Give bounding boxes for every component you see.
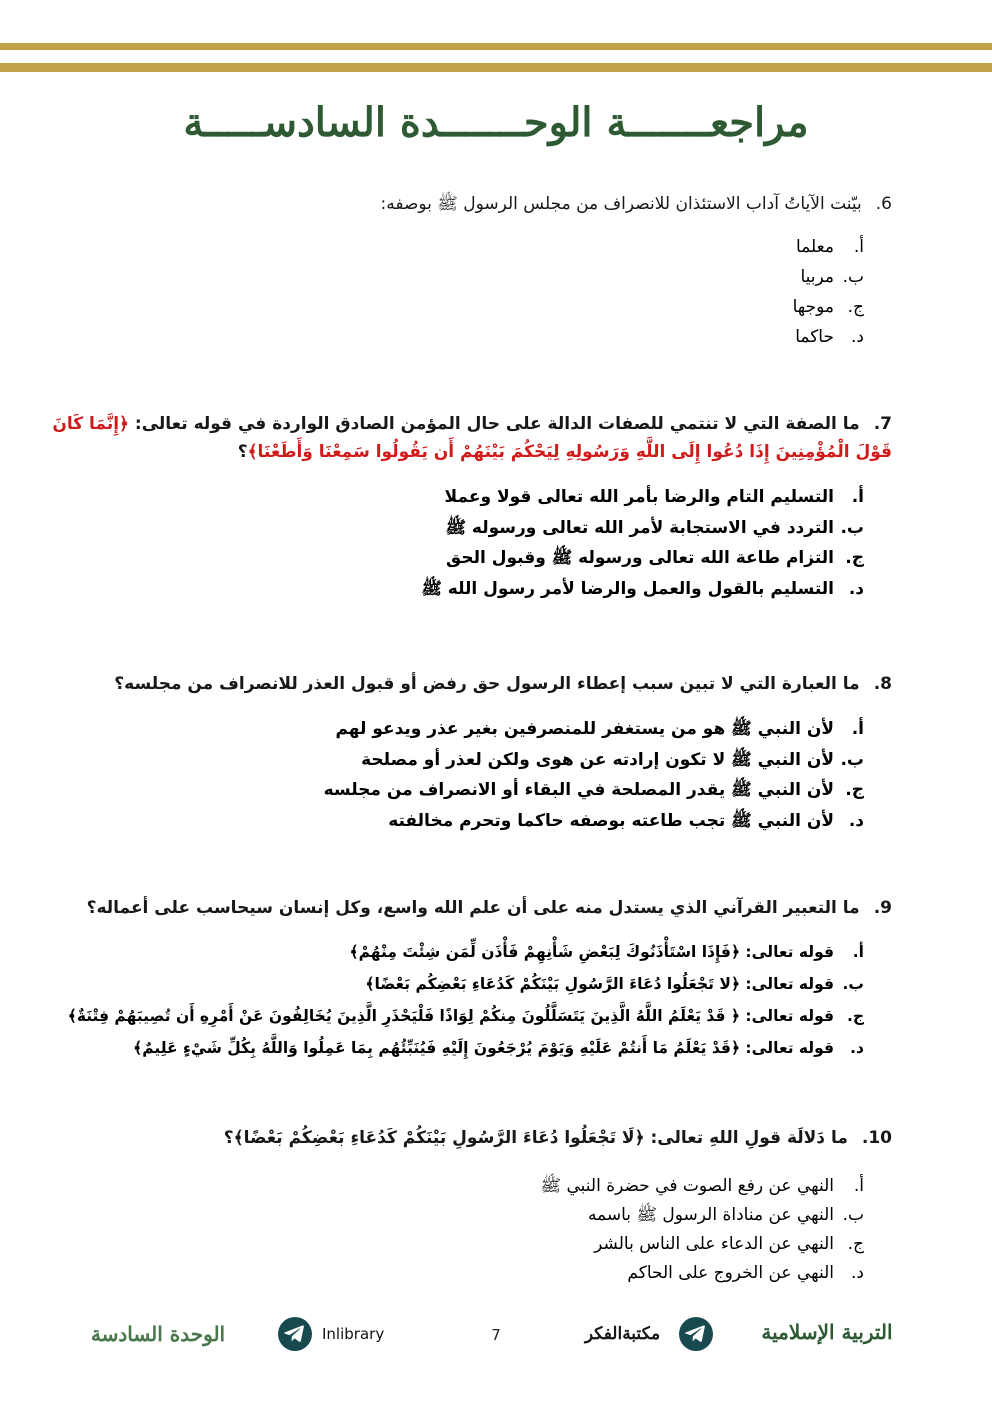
question-6 xyxy=(48,190,892,352)
option-letter: أ. xyxy=(852,943,864,961)
option-text: قوله تعالى: ﴿ قَدْ يَعْلَمُ اللَّهُ الَّذِينَ يَتَسَلَّلُونَ مِنكُمْ لِوَاذًا فَلْيَحْذَرِ الَّذِينَ يُخَالِفُونَ عَنْ أَمْرِهِ أَن تُصِيبَهُمْ فِتْنَةٌ﴾ xyxy=(67,1007,834,1025)
question-7-number: 7. xyxy=(873,414,892,434)
question-8-text xyxy=(48,670,892,698)
question-10-quran-quote: ﴿لَا تَجْعَلُوا دُعَاءَ الرَّسُولِ بَيْنَكُمْ كَدُعَاءِ بَعْضِكُمْ بَعْضًا﴾ xyxy=(233,1128,645,1148)
footer-library-logo-text: مكتبةالفكر xyxy=(584,1324,661,1344)
option-text: النهي عن مناداة الرسول ﷺ باسمه xyxy=(587,1205,834,1225)
option-row xyxy=(48,322,864,352)
option-text: التردد في الاستجابة لأمر الله تعالى ورسوله ﷺ xyxy=(445,517,834,538)
option-row xyxy=(48,806,864,837)
page-title: مراجعـــــــة الوحـــــــدة السادســـــة xyxy=(183,99,809,146)
option-letter: د. xyxy=(848,578,864,599)
question-8 xyxy=(48,670,892,836)
option-row xyxy=(48,936,864,968)
option-row xyxy=(48,1259,864,1288)
option-letter: ج. xyxy=(845,780,864,800)
option-letter: ج. xyxy=(846,1007,864,1025)
question-9 xyxy=(48,894,892,1064)
option-text: لأن النبي ﷺ لا تكون إرادته عن هوى ولكن لعذر أو مصلحة xyxy=(361,749,834,770)
option-text: قوله تعالى: ﴿فَإِذَا اسْتَأْذَنُوكَ لِبَعْضِ شَأْنِهِمْ فَأْذَن لِّمَن شِئْتَ مِنْهُمْ﴾ xyxy=(349,943,834,961)
question-6-body: بيّنت الآياتُ آداب الاستئذان للانصراف من مجلس الرسول ﷺ بوصفه: xyxy=(380,194,862,214)
option-letter: أ. xyxy=(853,237,864,257)
question-10-options xyxy=(48,1172,892,1288)
option-row xyxy=(48,1201,864,1230)
question-9-body: ما التعبير القرآني الذي يستدل منه على أن علم الله واسع، وكل إنسان سيحاسب على أعماله؟ xyxy=(86,898,860,918)
question-7-quran-quote: ﴿إِنَّمَا كَانَ قَوْلَ الْمُؤْمِنِينَ إِذَا دُعُوا إِلَى اللَّهِ وَرَسُولِهِ لِيَحْكُمَ بَيْنَهُمْ أَن يَقُولُوا سَمِعْنَا وَأَطَعْنَا﴾ xyxy=(52,414,892,462)
question-10 xyxy=(48,1124,892,1288)
question-10-number: 10. xyxy=(861,1128,892,1148)
question-8-number: 8. xyxy=(873,674,892,694)
option-row xyxy=(48,543,864,574)
option-letter: ج. xyxy=(847,1234,864,1254)
question-7-body: ما الصفة التي لا تنتمي للصفات الدالة على حال المؤمن الصادق الواردة في قوله تعالى: xyxy=(129,414,860,434)
option-text: النهي عن الخروج على الحاكم xyxy=(627,1263,834,1283)
question-10-suffix: ؟ xyxy=(223,1128,234,1148)
option-text: لأن النبي ﷺ هو من يستغفر للمنصرفين بغير عذر ويدعو لهم xyxy=(335,719,834,739)
option-letter: ب. xyxy=(842,1205,864,1225)
option-letter: د. xyxy=(851,327,864,347)
question-9-options xyxy=(48,936,892,1064)
question-7-options xyxy=(48,482,892,604)
option-row xyxy=(48,775,864,806)
option-letter: ج. xyxy=(847,297,864,317)
option-row xyxy=(48,262,864,292)
option-text: مربيا xyxy=(800,267,834,287)
option-letter: ب. xyxy=(840,517,864,538)
telegram-icon xyxy=(278,1317,312,1351)
option-letter: أ. xyxy=(851,719,864,739)
option-row xyxy=(48,232,864,262)
option-text: موجها xyxy=(792,297,834,317)
option-row xyxy=(48,714,864,745)
question-6-options xyxy=(48,232,892,352)
option-row xyxy=(48,1230,864,1259)
footer-unit-name: الوحدة السادسة xyxy=(90,1322,226,1346)
option-text: لأن النبي ﷺ تجب طاعته بوصفه حاكما وتحرم مخالفته xyxy=(388,810,834,831)
question-6-text xyxy=(48,190,892,218)
telegram-icon xyxy=(679,1317,713,1351)
option-text: التسليم التام والرضا بأمر الله تعالى قولا وعملا xyxy=(444,487,834,507)
question-9-text xyxy=(48,894,892,922)
option-letter: ب. xyxy=(842,267,864,287)
option-row xyxy=(48,968,864,1000)
option-row xyxy=(48,1172,864,1201)
option-row xyxy=(48,745,864,776)
option-text: حاكما xyxy=(795,327,834,347)
option-text: التزام طاعة الله تعالى ورسوله ﷺ وقبول الحق xyxy=(446,548,834,568)
option-row xyxy=(48,292,864,322)
option-letter: أ. xyxy=(851,487,864,507)
question-9-number: 9. xyxy=(873,898,892,918)
option-letter: ج. xyxy=(845,548,864,568)
option-row xyxy=(48,513,864,544)
question-7-suffix: ؟ xyxy=(237,442,248,462)
option-letter: أ. xyxy=(853,1176,864,1196)
top-rule-thick xyxy=(0,63,992,72)
top-rule-thin xyxy=(0,43,992,50)
option-text: النهي عن رفع الصوت في حضرة النبي ﷺ xyxy=(540,1176,834,1196)
option-letter: د. xyxy=(850,1039,864,1057)
question-10-text xyxy=(48,1124,892,1152)
option-text: لأن النبي ﷺ يقدر المصلحة في البقاء أو الانصراف من مجلسه xyxy=(323,780,834,800)
option-letter: د. xyxy=(848,810,864,831)
option-text: التسليم بالقول والعمل والرضا لأمر رسول الله ﷺ xyxy=(421,578,834,599)
option-row xyxy=(48,482,864,513)
question-7-text xyxy=(48,410,892,466)
option-text: معلما xyxy=(796,237,834,257)
option-row xyxy=(48,574,864,605)
page-number: 7 xyxy=(491,1326,501,1344)
option-letter: د. xyxy=(851,1263,864,1283)
option-text: النهي عن الدعاء على الناس بالشر xyxy=(594,1234,834,1254)
footer-channel-label: Inlibrary xyxy=(322,1325,385,1343)
option-text: قوله تعالى: ﴿لا تَجْعَلُوا دُعَاءَ الرَّسُولِ بَيْنَكُمْ كَدُعَاءِ بَعْضِكُم بَعْضًا﴾ xyxy=(365,975,834,993)
option-letter: ب. xyxy=(842,975,864,993)
option-text: قوله تعالى: ﴿قَدْ يَعْلَمُ مَا أَنتُمْ عَلَيْهِ وَيَوْمَ يُرْجَعُونَ إِلَيْهِ فَيُنَبِّئُهُم بِمَا عَمِلُوا وَاللَّهُ بِكُلِّ شَيْءٍ عَلِيمٌ﴾ xyxy=(133,1039,834,1057)
option-row xyxy=(48,1000,864,1032)
page-footer xyxy=(0,1312,992,1372)
option-row xyxy=(48,1032,864,1064)
footer-subject-name: التربية الإسلامية xyxy=(761,1320,893,1344)
option-letter: ب. xyxy=(840,749,864,770)
question-6-number: 6. xyxy=(875,194,892,214)
question-8-body: ما العبارة التي لا تبين سبب إعطاء الرسول حق رفض أو قبول العذر للانصراف من مجلسه؟ xyxy=(114,674,860,694)
question-7 xyxy=(48,410,892,604)
question-10-body: ما دَلالَة قولِ اللهِ تعالى: xyxy=(644,1128,848,1148)
question-8-options xyxy=(48,714,892,836)
